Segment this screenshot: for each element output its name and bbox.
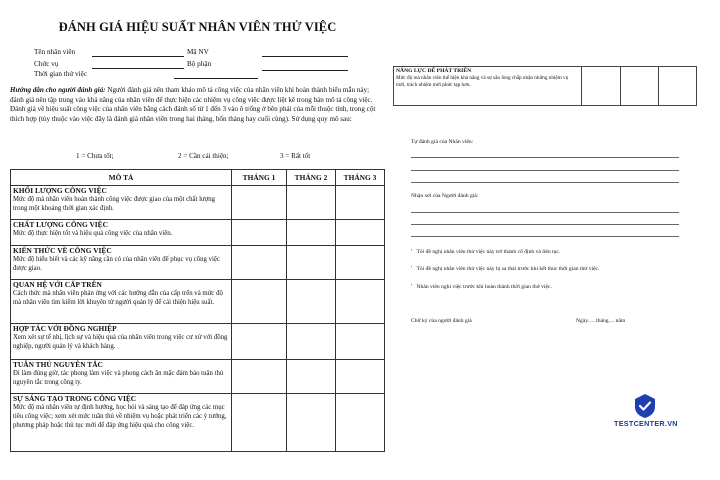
score-cell[interactable] — [287, 394, 336, 452]
criterion-name: NĂNG LỰC ĐỂ PHÁT TRIỂN — [396, 68, 472, 74]
score-cell[interactable] — [287, 186, 336, 220]
employee-id-label: Mã NV — [187, 48, 209, 56]
score-cell[interactable] — [287, 220, 336, 246]
criterion-desc: Mức độ mà nhân viên thể hiện khả năng và sự sẵn lòng chấp nhận những nhiệm vụ mới, trách nhiệm mới phức tạp hơn. — [396, 75, 569, 88]
criterion-cell — [394, 67, 582, 106]
position-label: Chức vụ — [34, 60, 59, 68]
scale-1: 1 = Chưa tốt; — [76, 152, 114, 160]
criterion-desc: Mức độ mà nhân viên hoàn thành công việc được giao của một chất lượng trong một khoảng thời gian xác định. — [13, 196, 216, 212]
score-cell[interactable] — [659, 67, 697, 106]
criterion-cell — [11, 360, 232, 394]
checkbox-mark-icon[interactable]: ′ — [411, 284, 413, 290]
criterion-cell — [11, 280, 232, 324]
criterion-name: KHỐI LƯỢNG CÔNG VIỆC — [13, 186, 107, 195]
score-cell[interactable] — [336, 324, 385, 360]
table-row — [11, 394, 385, 452]
date-label: Ngày..... tháng.... năm — [576, 318, 626, 324]
reviewer-comment-line-1[interactable] — [411, 212, 679, 213]
testcenter-shield-icon — [634, 394, 656, 418]
score-cell[interactable] — [336, 394, 385, 452]
option-row-3[interactable] — [411, 284, 552, 290]
score-cell[interactable] — [287, 280, 336, 324]
score-cell[interactable] — [287, 246, 336, 280]
criterion-desc: Mức độ hiểu biết và các kỹ năng cần có của nhân viên để phục vụ công việc được giao. — [13, 256, 220, 272]
self-review-line-3[interactable] — [411, 182, 679, 183]
instructions-heading: Hướng dẫn cho người đánh giá: — [10, 86, 106, 94]
option-2-text: Tôi đề nghị nhân viên thử việc này bị sa thải trước khi kết thúc thời gian thử việc. — [416, 266, 600, 272]
criterion-name: TUÂN THỦ NGUYÊN TẮC — [13, 360, 103, 369]
criterion-desc: Mức độ thực hiện tốt và hiệu quả công việc của nhân viên. — [13, 230, 173, 237]
development-table — [393, 66, 697, 106]
score-cell[interactable] — [336, 186, 385, 220]
col-header-description: MÔ TẢ — [11, 170, 232, 186]
criterion-desc: Đi làm đúng giờ, tác phong làm việc và phong cách ăn mặc đảm bảo tuân thủ nguyên tắc trong công ty. — [13, 370, 224, 386]
score-cell[interactable] — [582, 67, 621, 106]
criterion-name: KIẾN THỨC VỀ CÔNG VIỆC — [13, 246, 112, 255]
brand-name: TESTCENTER.VN — [614, 419, 678, 428]
criterion-desc: Mức độ mà nhân viên tự định hướng, học hỏi và sáng tạo để đáp ứng các mục tiêu công việc; xem xét mức tuân thủ về nhiệm vụ hoặc phát triển các ý tưởng, phương pháp hoặc thủ tục mới để đáp ứng hiệu quả cho công việc. — [13, 404, 227, 429]
col-header-month-1: THÁNG 1 — [232, 170, 287, 186]
table-row — [11, 186, 385, 220]
employee-id-field[interactable] — [262, 56, 348, 57]
score-cell[interactable] — [232, 280, 287, 324]
probation-period-label: Thời gian thử việc — [34, 70, 88, 78]
table-row — [11, 324, 385, 360]
criterion-name: CHẤT LƯỢNG CÔNG VIỆC — [13, 220, 108, 229]
option-1-text: Tôi đề nghị nhân viên thử việc này trở thành cố định và liên tục. — [416, 249, 561, 255]
score-cell[interactable] — [232, 360, 287, 394]
table-row — [11, 360, 385, 394]
table-row — [11, 246, 385, 280]
instructions-text-2: Đánh giá về hiệu suất công việc của nhân viên bằng cách đánh số từ 1 đến 3 vào ô trống ở bên phải của mỗi thuộc tính, trong cột thích hợp (tùy thuộc vào việc đây là đánh giá nhân viên trong hai tháng, bốn tháng hay cuối cùng). Sử dụng quy mô sau: — [10, 105, 376, 123]
criterion-name: SỰ SÁNG TẠO TRONG CÔNG VIỆC — [13, 394, 137, 403]
score-cell[interactable] — [336, 280, 385, 324]
score-cell[interactable] — [232, 324, 287, 360]
criterion-cell — [11, 324, 232, 360]
table-row — [394, 67, 697, 106]
score-cell[interactable] — [232, 220, 287, 246]
criterion-name: HỢP TÁC VỚI ĐỒNG NGHIỆP — [13, 324, 117, 333]
self-review-line-1[interactable] — [411, 157, 679, 158]
score-cell[interactable] — [232, 394, 287, 452]
criterion-cell — [11, 220, 232, 246]
evaluation-table — [10, 169, 385, 452]
option-row-1[interactable] — [411, 249, 560, 255]
self-review-line-2[interactable] — [411, 170, 679, 171]
department-label: Bộ phận — [187, 60, 212, 68]
employee-name-field[interactable] — [92, 56, 184, 57]
score-cell[interactable] — [232, 246, 287, 280]
score-cell[interactable] — [336, 246, 385, 280]
score-cell[interactable] — [232, 186, 287, 220]
self-review-label: Tự đánh giá của Nhân viên: — [411, 139, 474, 145]
reviewer-comment-label: Nhận xét của Người đánh giá: — [411, 193, 479, 199]
score-cell[interactable] — [621, 67, 659, 106]
checkbox-mark-icon[interactable]: ′ — [411, 249, 413, 255]
reviewer-comment-line-3[interactable] — [411, 236, 679, 237]
score-cell[interactable] — [336, 360, 385, 394]
signature-label: Chữ ký của người đánh giá — [411, 318, 472, 324]
scale-2: 2 = Cần cải thiện; — [178, 152, 229, 160]
probation-period-field[interactable] — [174, 78, 258, 79]
criterion-name: QUAN HỆ VỚI CẤP TRÊN — [13, 280, 102, 289]
criterion-cell — [11, 394, 232, 452]
table-row — [11, 220, 385, 246]
table-row — [11, 280, 385, 324]
score-cell[interactable] — [287, 360, 336, 394]
criterion-desc: Cách thức mà nhân viên phản ứng với các hướng dẫn của cấp trên và mức độ mà nhân viên tìm kiếm lời khuyên từ người quản lý để cải thiện hiệu suất. — [13, 290, 223, 306]
criterion-cell — [11, 186, 232, 220]
page-title: ĐÁNH GIÁ HIỆU SUẤT NHÂN VIÊN THỬ VIỆC — [58, 20, 337, 34]
criterion-cell — [11, 246, 232, 280]
score-cell[interactable] — [336, 220, 385, 246]
col-header-month-3: THÁNG 3 — [336, 170, 385, 186]
department-field[interactable] — [262, 70, 348, 71]
scale-3: 3 = Rất tốt — [280, 152, 311, 160]
position-field[interactable] — [92, 68, 184, 69]
reviewer-comment-line-2[interactable] — [411, 224, 679, 225]
table-header-row — [11, 170, 385, 186]
instructions-text-1: Người đánh giá nên tham khảo mô tả công việc của nhân viên khi hoàn thành biểu mẫu này; đánh giá nên tập trung vào khả năng của nhân viên để thực hiện các nhiệm vụ công việc được liệt kê trong bản mô tả công việc. — [10, 86, 373, 104]
option-3-text: Nhân viên nghỉ việc trước khi hoàn thành thời gian thử việc. — [416, 284, 552, 290]
employee-name-label: Tên nhân viên — [34, 48, 76, 56]
option-row-2[interactable] — [411, 266, 599, 272]
checkbox-mark-icon[interactable]: ′ — [411, 266, 413, 272]
col-header-month-2: THÁNG 2 — [287, 170, 336, 186]
criterion-desc: Xem xét sự tế nhị, lịch sự và hiệu quả của nhân viên trong việc cư xử với đồng nghiệp, người quản lý và khách hàng. — [13, 334, 228, 350]
instructions — [10, 86, 384, 124]
score-cell[interactable] — [287, 324, 336, 360]
